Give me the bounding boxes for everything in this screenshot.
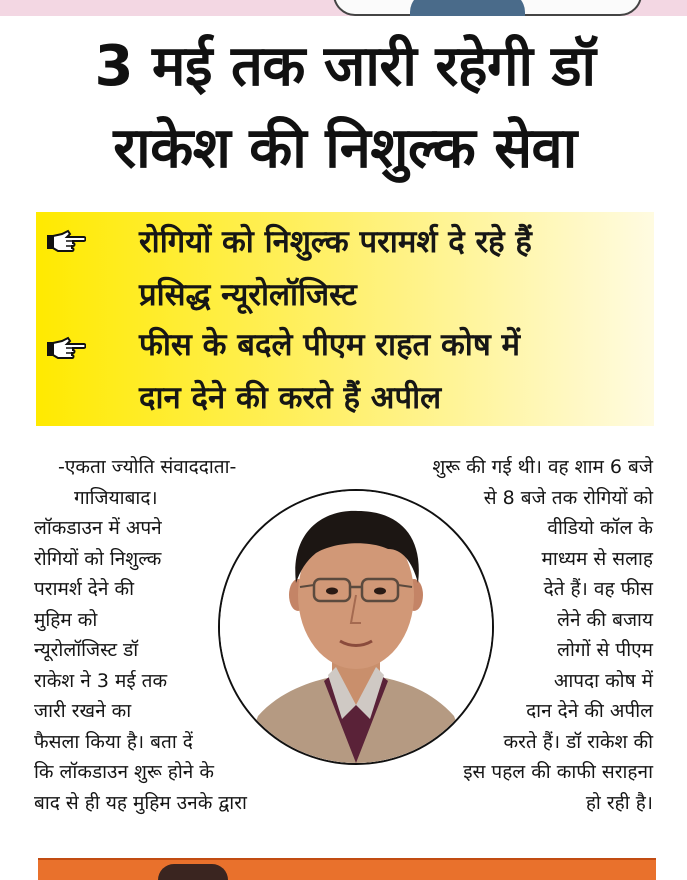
article-line: लॉकडाउन में अपने <box>34 517 162 539</box>
headline-line-1: 3 मई तक जारी रहेगी डॉ <box>94 34 596 99</box>
article-line: हो रही है। <box>585 791 653 814</box>
article-line: न्यूरोलॉजिस्ट डॉ <box>34 639 139 661</box>
dateline: गाजियाबाद। <box>74 486 158 509</box>
next-article-strip <box>38 858 656 880</box>
article-line: शुरू की गई थी। वह शाम 6 बजे <box>432 456 653 478</box>
highlight-line: प्रसिद्ध न्यूरोलॉजिस्ट <box>139 277 357 313</box>
article-line: फैसला किया है। बता दें <box>34 730 193 753</box>
article-line: राकेश ने 3 मई तक <box>34 669 168 692</box>
previous-photo-frame <box>333 0 642 16</box>
article-line: मुहिम को <box>34 608 98 631</box>
article-line: वीडियो कॉल के <box>547 517 653 539</box>
highlight-line: फीस के बदले पीएम राहत कोष में <box>139 327 521 363</box>
headline-line-2: राकेश की निशुल्क सेवा <box>113 116 577 181</box>
article-left-column <box>34 452 247 818</box>
highlights-box <box>36 212 654 426</box>
article-line: माध्यम से सलाह <box>541 547 653 570</box>
article-line: जारी रखने का <box>34 700 132 722</box>
highlight-line: रोगियों को निशुल्क परामर्श दे रहे हैं <box>139 224 532 260</box>
highlight-line: दान देने की करते हैं अपील <box>139 380 442 416</box>
article-line: परामर्श देने की <box>34 578 134 600</box>
previous-article-strip <box>0 0 687 16</box>
pointing-hand-icon <box>46 335 86 361</box>
byline: -एकता ज्योति संवाददाता- <box>58 456 237 478</box>
article-line: रोगियों को निशुल्क <box>34 547 162 570</box>
article-line: लोगों से पीएम <box>557 639 653 661</box>
article-line: लेने की बजाय <box>557 608 653 631</box>
pointing-hand-icon <box>46 228 86 254</box>
article-line: बाद से ही यह मुहिम उनके द्वारा <box>34 791 247 814</box>
portrait-illustration <box>220 491 492 763</box>
article-line: आपदा कोष में <box>553 669 653 692</box>
doctor-portrait-photo <box>218 489 494 765</box>
article-line: दान देने की अपील <box>526 700 653 722</box>
article-line: कि लॉकडाउन शुरू होने के <box>34 761 214 783</box>
article-line: इस पहल की काफी सराहना <box>463 761 653 783</box>
article-line: करते हैं। डॉ राकेश की <box>503 730 653 753</box>
headline <box>30 26 660 190</box>
article-line: देते हैं। वह फीस <box>543 578 653 600</box>
article-line: से 8 बजे तक रोगियों को <box>483 486 653 509</box>
